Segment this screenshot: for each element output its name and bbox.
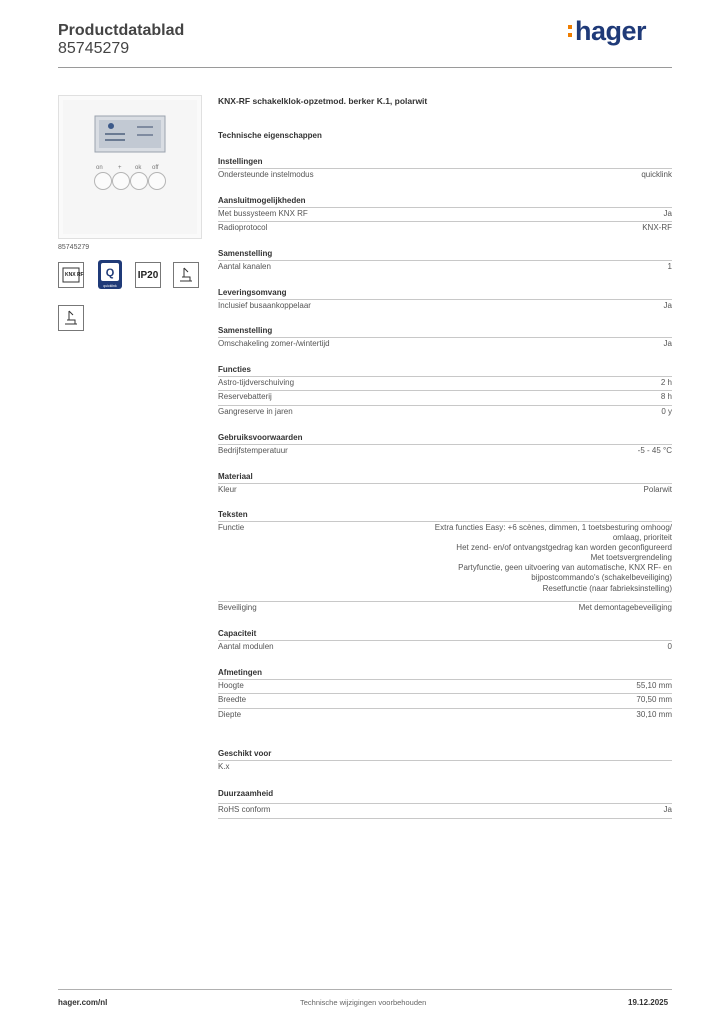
spec-label: Bedrijfstemperatuur (218, 446, 288, 455)
spec-row (218, 693, 672, 708)
spec-value: Ja (663, 339, 672, 348)
spec-row (218, 390, 672, 405)
spec-row (218, 405, 672, 420)
spec-value-line: Resetfunctie (naar fabrieksinstelling) (542, 583, 672, 593)
spec-row (218, 168, 672, 183)
spec-label: Reservebatterij (218, 392, 272, 401)
hager-logo (568, 16, 646, 47)
quicklink-pictogram (97, 262, 123, 288)
spec-row (218, 760, 672, 776)
ip20-pictogram: IP20 (135, 262, 161, 288)
spec-value: 55,10 mm (636, 681, 672, 690)
spec-label: Breedte (218, 695, 247, 704)
section-heading: Samenstelling (218, 326, 273, 335)
quicklink-label: quicklink (103, 284, 117, 288)
spec-value-line: Partyfunctie, geen uitvoering van automatische, KNX RF- en (458, 563, 672, 573)
section-heading: Aansluitmogelijkheden (218, 196, 306, 205)
spec-label: Diepte (218, 710, 242, 719)
image-caption: 85745279 (58, 244, 90, 251)
quicklink-icon (97, 260, 123, 290)
spec-row (218, 337, 672, 352)
document-title: Productdatablad (58, 22, 185, 39)
device-button-label-on: on (96, 165, 103, 171)
section-heading: Teksten (218, 510, 248, 519)
spec-value-line: Met toetsvergrendeling (590, 553, 672, 563)
logo-dots-icon (568, 25, 573, 41)
spec-value-multiline (435, 523, 672, 594)
spec-label: Gangreserve in jaren (218, 407, 293, 416)
device-button-label-plus: + (118, 165, 122, 171)
mounting-pictogram (58, 305, 84, 331)
spec-value: Polarwit (643, 485, 672, 494)
device-button-label-off: off (152, 165, 159, 171)
section-heading: Materiaal (218, 472, 253, 481)
spec-value: 2 h (660, 378, 672, 387)
spec-value: KNX-RF (642, 223, 672, 232)
spec-row (218, 803, 672, 818)
footer-divider (58, 989, 672, 990)
spec-value: 8 h (660, 392, 672, 401)
section-heading: Samenstelling (218, 249, 273, 258)
section-heading: Functies (218, 365, 251, 374)
spec-value: Ja (663, 209, 672, 218)
device-button-label-ok: ok (135, 165, 142, 171)
timer-device-illustration (59, 96, 201, 238)
spec-label: Beveiliging (218, 603, 257, 612)
spec-label: Kleur (218, 485, 237, 494)
section-heading: Gebruiksvoorwaarden (218, 433, 303, 442)
product-image (58, 95, 202, 239)
product-name: KNX-RF schakelklok-opzetmod. berker K.1, polarwit (218, 96, 428, 106)
spec-label: Omschakeling zomer-/wintertijd (218, 339, 330, 348)
spec-label: Met bussysteem KNX RF (218, 209, 308, 218)
spec-value: -5 - 45 °C (637, 446, 672, 455)
spec-value: 0 (667, 642, 672, 651)
spec-row (218, 521, 672, 601)
spec-row (218, 601, 672, 616)
spec-value-line: Extra functies Easy: +6 scènes, dimmen, 1 toetsbesturing omhoog/ (434, 523, 672, 532)
footer-website-link[interactable]: hager.com/nl (58, 998, 108, 1007)
document-number: 85745279 (58, 40, 130, 57)
header-divider (58, 67, 672, 68)
spec-row (218, 221, 672, 236)
spec-value-line: bijpostcommando's (schakelbeveiliging) (531, 573, 672, 583)
spec-label: Hoogte (218, 681, 244, 690)
section-heading: Geschikt voor (218, 749, 272, 758)
spec-value: quicklink (641, 170, 672, 179)
spec-label: Inclusief busaankoppelaar (218, 301, 311, 310)
spec-value-line: Het zend- en/of ontvangstgedrag kan worden geconfigureerd (456, 543, 672, 553)
knx-rf-label: KNX RF (65, 272, 84, 278)
spec-label: Aantal kanalen (218, 262, 271, 271)
spec-value: 0 y (661, 407, 672, 416)
spec-label: Astro-tijdverschuiving (218, 378, 295, 387)
knx-rf-pictogram (58, 262, 84, 288)
section-heading: Duurzaamheid (218, 789, 274, 798)
spec-row (218, 376, 672, 390)
spec-row (218, 640, 672, 655)
spec-row (218, 444, 672, 459)
surface-mount-icon (176, 265, 196, 285)
spec-row (218, 483, 672, 498)
spec-row (218, 299, 672, 314)
table-end-divider (218, 818, 672, 819)
spec-value: 1 (667, 262, 672, 271)
spec-value: Ja (663, 805, 672, 814)
surface-mount-pictogram (173, 262, 199, 288)
knx-rf-icon (61, 266, 84, 284)
spec-label: Radioprotocol (218, 223, 268, 232)
section-heading: Capaciteit (218, 629, 257, 638)
spec-label: K.x (218, 762, 230, 771)
spec-row (218, 708, 672, 723)
spec-value: 30,10 mm (636, 710, 672, 719)
mounting-icon (61, 308, 81, 328)
spec-row (218, 679, 672, 693)
section-heading: Leveringsomvang (218, 288, 287, 297)
footer-date: 19.12.2025 (628, 998, 669, 1007)
section-heading: Afmetingen (218, 668, 262, 677)
spec-label: Ondersteunde instelmodus (218, 170, 314, 179)
spec-value: 70,50 mm (636, 695, 672, 704)
logo-text: hager (575, 16, 647, 46)
spec-value: Met demontagebeveiliging (578, 603, 672, 612)
svg-text:Q: Q (105, 267, 115, 279)
section-heading: Instellingen (218, 157, 263, 166)
technical-properties-heading: Technische eigenschappen (218, 131, 322, 140)
spec-value-line: omlaag, prioriteit (612, 533, 672, 543)
spec-label: RoHS conform (218, 805, 271, 814)
spec-label: Functie (218, 523, 245, 532)
spec-row (218, 260, 672, 275)
spec-row (218, 207, 672, 221)
spec-value: Ja (663, 301, 672, 310)
spec-label: Aantal modulen (218, 642, 274, 651)
footer-disclaimer: Technische wijzigingen voorbehouden (300, 998, 427, 1007)
